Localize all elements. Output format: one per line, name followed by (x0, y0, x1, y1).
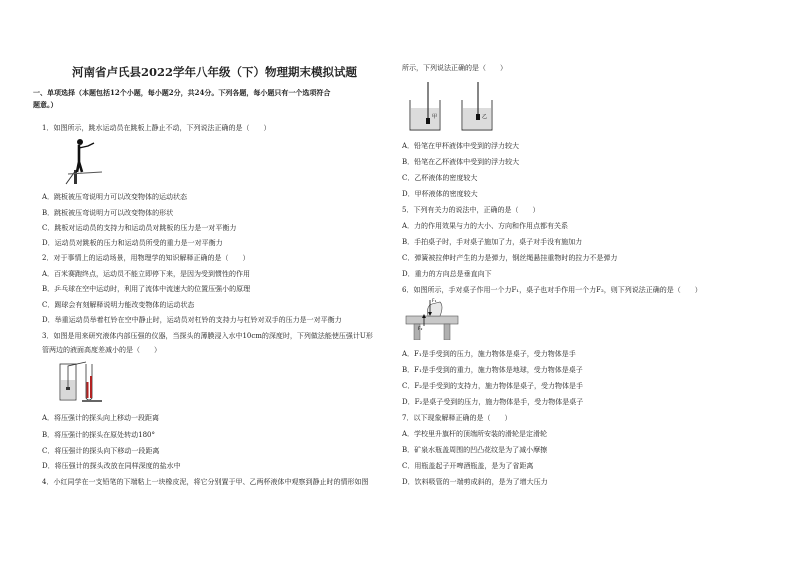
q3-option-d: D．将压强计的探头改放在同样深度的盐水中 (42, 462, 181, 470)
beaker-label-yi: 乙 (482, 114, 488, 120)
q1-option-b: B．跳板被压弯说明力可以改变物体的形状 (42, 209, 174, 217)
page-title: 河南省卢氏县2022学年八年级（下）物理期末模拟试题 (72, 65, 358, 79)
q6-option-a: A．F₁是手受到的压力，施力物体是桌子，受力物体是手 (402, 350, 576, 358)
q2-option-b: B．乒乓球在空中运动时，利用了流体中流速大的位置压强小的原理 (42, 285, 251, 293)
q1-option-a: A．跳板被压弯说明力可以改变物体的运动状态 (42, 193, 188, 201)
q2-option-a: A．百米赛跑终点，运动员不能立即停下来，是因为受到惯性的作用 (42, 270, 251, 278)
q1-option-d: D．运动员对跳板的压力和运动员所受的重力是一对平衡力 (42, 239, 223, 247)
q4-option-a: A．铅笔在甲杯液体中受到的浮力较大 (402, 142, 520, 150)
q6-option-b: B．F₁是手受到的重力，施力物体是地球，受力物体是桌子 (402, 366, 583, 374)
section-heading-cont: 题意。） (33, 100, 58, 109)
q4-option-c: C．乙杯液体的密度较大 (402, 174, 478, 182)
force-label-f1: F₁ (432, 299, 437, 304)
q2-option-d: D．举重运动员举着杠铃在空中静止时，运动员对杠铃的支持力与杠铃对双手的压力是一对平衡力 (42, 316, 342, 324)
question-3-stem: 3．如图是用来研究液体内部压强的仪器，当探头的薄膜浸入水中10cm的深度时，下列做法能使压强计U形 (42, 332, 373, 340)
q4-option-b: B．铅笔在乙杯液体中受到的浮力较大 (402, 158, 520, 166)
q2-option-c: C．踢球会有刻解释说明力能改变物体的运动状态 (42, 301, 195, 309)
hand-table-figure (404, 296, 464, 340)
q7-option-a: A．学校里升旗杆的顶端所安装的滑轮是定滑轮 (402, 430, 548, 438)
q6-option-c: C．F₂是手受到的支持力，施力物体是桌子，受力物体是手 (402, 382, 584, 390)
q3-option-c: C．将压强计的探头向下移动一段距离 (42, 447, 160, 455)
q6-option-d: D．F₂是桌子受到的压力，施力物体是手，受力物体是桌子 (402, 398, 584, 406)
pressure-gauge-figure (58, 360, 106, 404)
q1-option-c: C．跳板对运动员的支持力和运动员对跳板的压力是一对平衡力 (42, 224, 237, 232)
q3-option-a: A．将压强计的探头向上移动一段距离 (42, 414, 160, 422)
q5-option-a: A．力的作用效果与力的大小、方向和作用点都有关系 (402, 222, 569, 230)
question-6-stem: 6．如图所示，手对桌子作用一个力F₁，桌子也对手作用一个力F₂，则下列说法正确的是（ ） (402, 286, 702, 294)
question-4-stem-cont: 所示，下列说法正确的是（ ） (402, 64, 507, 72)
q5-option-b: B．手拍桌子时，手对桌子施加了力，桌子对手没有施加力 (402, 238, 583, 246)
question-3-stem-cont: 管两边的液面高度差减小的是（ ） (42, 346, 161, 354)
q5-option-d: D．重力的方向总是垂直向下 (402, 270, 492, 278)
question-1-stem: 1．如图所示，跳水运动员在跳板上静止不动，下列说法正确的是（ ） (42, 124, 271, 132)
question-7-stem: 7．以下现象解释正确的是（ ） (402, 414, 512, 422)
q7-option-b: B．矿泉水瓶盖周围的凹凸花纹是为了减小摩擦 (402, 446, 548, 454)
diver-figure (60, 134, 110, 186)
beakers-figure (406, 78, 506, 134)
q7-option-c: C．用瓶盖起子开啤酒瓶盖，是为了省距离 (402, 462, 534, 470)
question-4-stem: 4．小红同学在一支铅笔的下端粘上一块橡皮泥，将它分别置于甲、乙两杯液体中观察到静止时的情形如图 (42, 478, 369, 486)
q5-option-c: C．弹簧被拉伸时产生的力是弹力，钢丝绳悬挂重物时的拉力不是弹力 (402, 254, 618, 262)
question-2-stem: 2．对于事情上的运动场景，用物理学的知识解释正确的是（ ） (42, 254, 250, 262)
q4-option-d: D．甲杯液体的密度较大 (402, 190, 478, 198)
section-heading: 一、单项选择（本题包括12个小题，每小题2分，共24分。下列各题，每小题只有一个选项符合 (33, 88, 331, 97)
question-5-stem: 5．下列有关力的说法中，正确的是（ ） (402, 206, 540, 214)
q7-option-d: D．饮料吸管的一端剪成斜的，是为了增大压力 (402, 478, 548, 486)
q3-option-b: B．将压强计的探头在原处转动180° (42, 431, 156, 439)
force-label-f2: F₂ (418, 327, 423, 332)
beaker-label-jia: 甲 (432, 114, 438, 120)
